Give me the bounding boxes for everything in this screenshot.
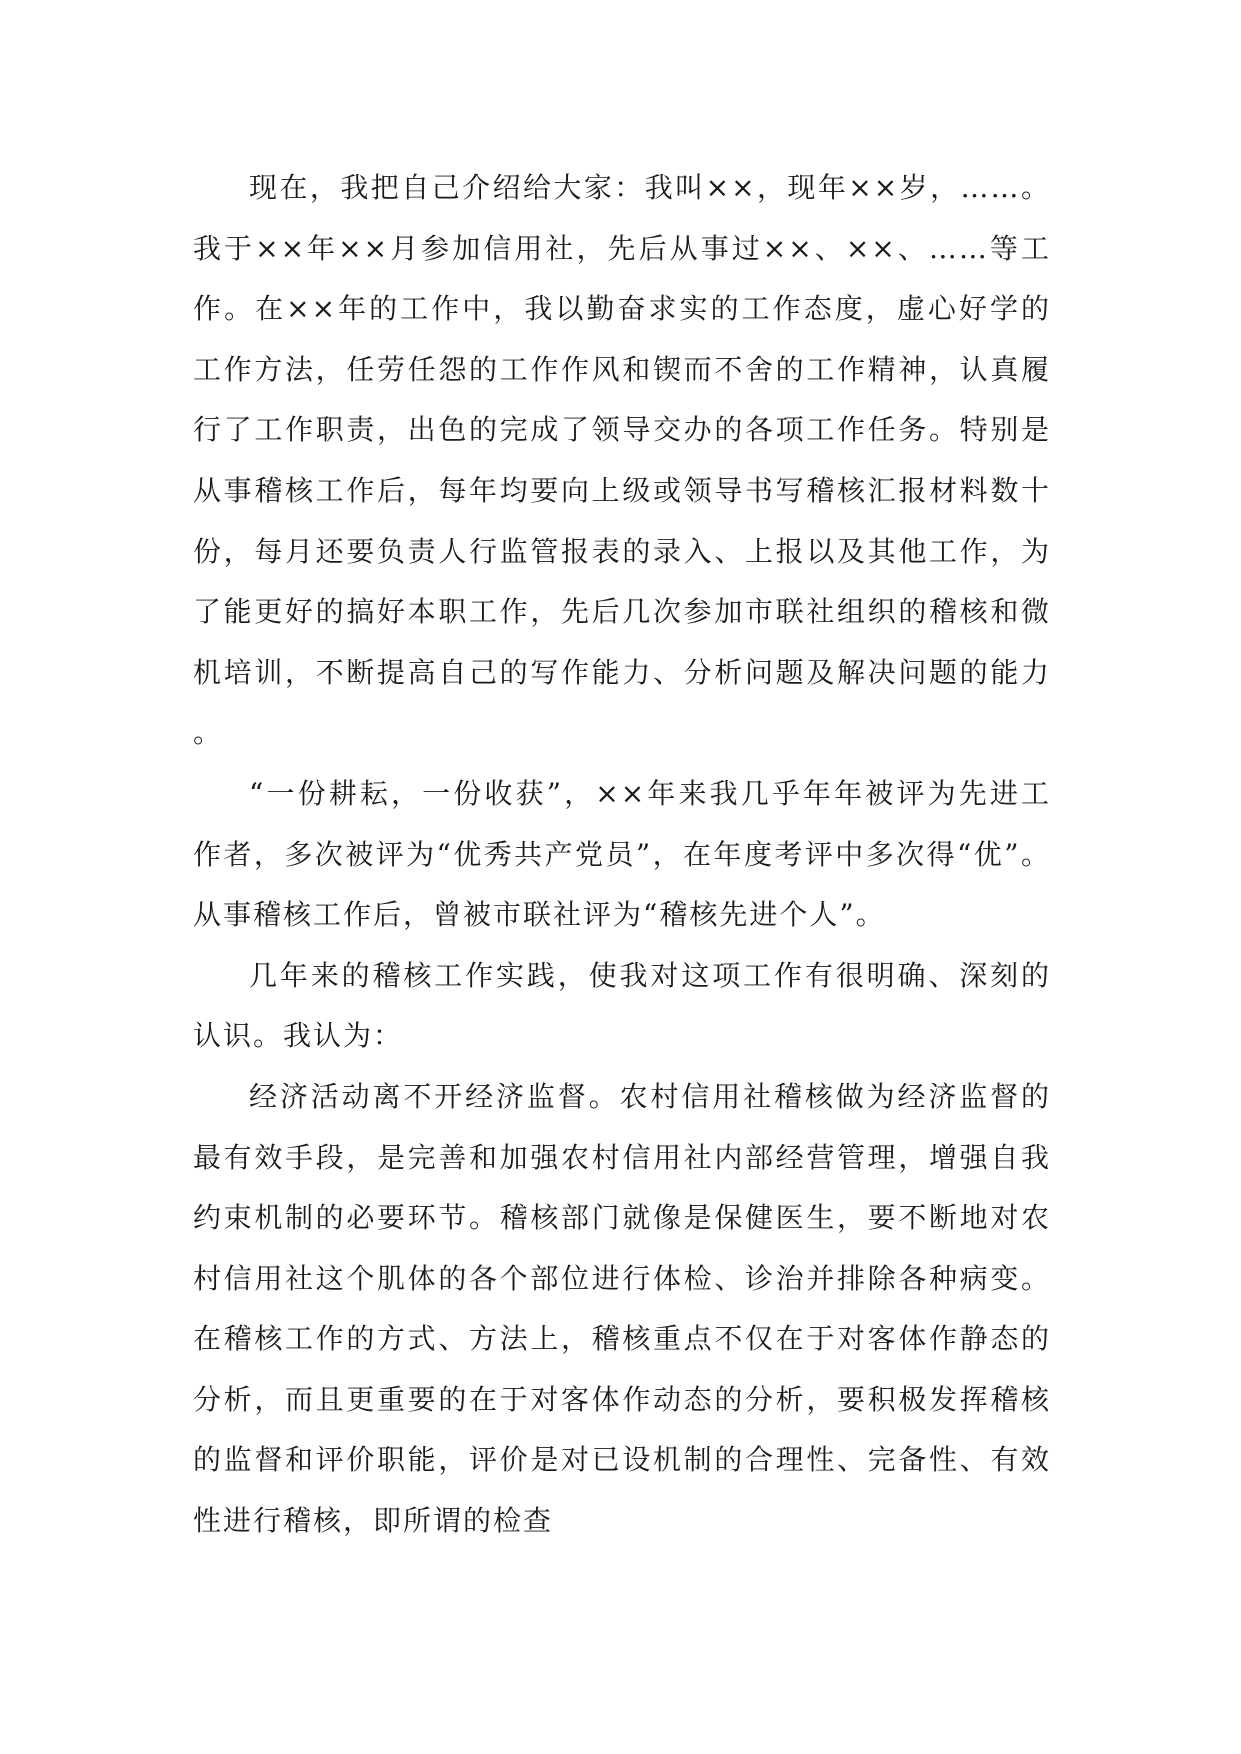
paragraph-self-introduction: 现在，我把自己介绍给大家：我叫××，现年××岁，……。我于××年××月参加信用社，先后从事过××、××、……等工作。在××年的工作中，我以勤奋求实的工作态度，虚心好学的工作方法，任劳任怨的工作作风和锲而不舍的工作精神，认真履行了工作职责，出色的完成了领导交办的各项工作任务。特别是从事稽核工作后，每年均要向上级或领导书写稽核汇报材料数十份，每月还要负责人行监管报表的录入、上报以及其他工作，为了能更好的搞好本职工作，先后几次参加市联社组织的稽核和微机培训，不断提高自己的写作能力、分析问题及解决问题的能力。 — [193, 171, 1051, 750]
paragraph-achievements: “一份耕耘，一份收获”，××年来我几乎年年被评为先进工作者，多次被评为“优秀共产党员”，在年度考评中多次得“优”。从事稽核工作后，曾被市联社评为“稽核先进个人”。 — [193, 776, 1051, 932]
paragraph-audit-role: 经济活动离不开经济监督。农村信用社稽核做为经济监督的最有效手段，是完善和加强农村信用社内部经营管理，增强自我约束机制的必要环节。稽核部门就像是保健医生，要不断地对农村信用社这个肌体的各个部位进行体检、诊治并排除各种病变。在稽核工作的方式、方法上，稽核重点不仅在于对客体作静态的分析，而且更重要的在于对客体作动态的分析，要积极发挥稽核的监督和评价职能，评价是对已设机制的合理性、完备性、有效性进行稽核，即所谓的检查 — [193, 1079, 1051, 1538]
paragraph-understanding: 几年来的稽核工作实践，使我对这项工作有很明确、深刻的认识。我认为： — [193, 958, 1051, 1053]
body-text — [193, 158, 1051, 1552]
